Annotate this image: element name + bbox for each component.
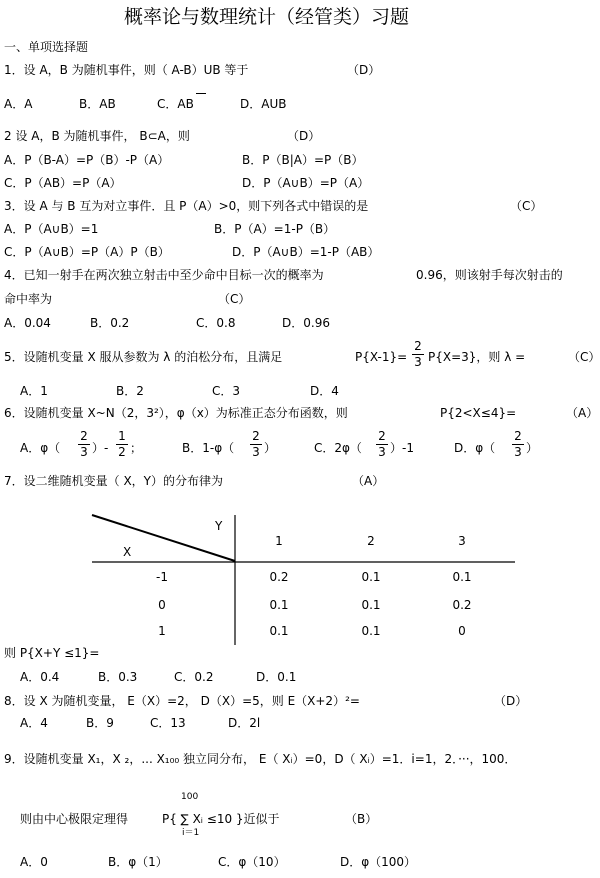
q8-option-b: B．9 — [86, 716, 114, 730]
fraction-denominator: 3 — [252, 445, 260, 459]
table-cell: 0 — [458, 624, 466, 638]
q6-stem: 6．设随机变量 X~N（2，3²），φ（x）为标准正态分布函数，则 — [4, 406, 348, 420]
fraction-denominator: 3 — [514, 445, 522, 459]
q7-followup: 则 P{X+Y ≤1}= — [4, 646, 100, 660]
fraction-numerator: 2 — [80, 429, 88, 443]
q2-answer: （D） — [287, 129, 321, 143]
table-cell: 0.1 — [361, 570, 381, 584]
fraction-denominator: 3 — [80, 445, 88, 459]
q4-stem: 4．已知一射手在两次独立射击中至少命中目标一次的概率为 — [4, 268, 324, 282]
page-title: 概率论与数理统计（经管类）习题 — [124, 6, 410, 28]
q7-option-b: B．0.3 — [98, 670, 138, 684]
fraction-denominator: 3 — [378, 445, 386, 459]
fraction-denominator: 2 — [118, 445, 126, 459]
q8-option-d: D．2l — [228, 716, 261, 730]
q6-expression: P{2<X≤4}= — [440, 406, 517, 420]
q5-answer: （C） — [568, 350, 600, 364]
table-cell: 0.2 — [269, 570, 289, 584]
table-y-label: Y — [215, 519, 223, 533]
q6-option-a-middle: ）- — [92, 441, 109, 455]
q9-sum-expression: P{ ∑ Xᵢ ≤10 }近似于 — [162, 812, 280, 826]
q1-option-d: D．AUB — [240, 97, 287, 111]
table-cell: 0.1 — [452, 570, 472, 584]
table-cell: 0.1 — [361, 624, 381, 638]
q2-stem: 2 设 A，B 为随机事件， B⊂A，则 — [4, 129, 190, 143]
q5-option-c: C．3 — [212, 384, 241, 398]
q5-option-a: A．1 — [20, 384, 48, 398]
q5-option-d: D．4 — [310, 384, 339, 398]
q6-answer: （A） — [566, 406, 599, 420]
q3-stem: 3．设 A 与 B 互为对立事件．且 P（A）>0，则下列各式中错误的是 — [4, 199, 369, 213]
q9-line2: 则由中心极限定理得 — [20, 812, 129, 826]
table-cell: 0.1 — [361, 598, 381, 612]
q1-option-a: A．A — [4, 97, 33, 111]
table-cell: 0.1 — [269, 598, 289, 612]
q7-option-c: C．0.2 — [174, 670, 214, 684]
q1-stem: 1．设 A，B 为随机事件，则（ A-B）UB 等于 — [4, 63, 249, 77]
table-row-header: 0 — [158, 598, 166, 612]
q9-stem: 9．设随机变量 X₁，X ₂，... X₁₀₀ 独立同分布， E（ Xᵢ）=0，D（ Xᵢ）=1．i=1，2．···，100． — [4, 752, 517, 766]
table-row-header: 1 — [158, 624, 166, 638]
q9-option-c: C．φ（10） — [218, 855, 286, 869]
q6-option-d-prefix: D．φ（ — [454, 441, 496, 455]
q5-option-b: B．2 — [116, 384, 144, 398]
q6-option-a-suffix: ； — [130, 441, 143, 455]
fraction-numerator: 2 — [378, 429, 386, 443]
q4-option-d: D．0.96 — [282, 316, 330, 330]
table-cell: 0.2 — [452, 598, 472, 612]
q3-option-d: D．P（A∪B）=1-P（AB） — [232, 245, 380, 259]
q9-sum-lower: i＝1 — [182, 828, 200, 838]
q1-answer: （D） — [347, 63, 381, 77]
q9-sum-upper: 100 — [181, 792, 199, 802]
fraction-numerator: 2 — [414, 339, 422, 353]
q5-condition-right: P{X=3}，则 λ = — [428, 350, 526, 364]
q9-option-a: A．0 — [20, 855, 48, 869]
fraction-numerator: 2 — [514, 429, 522, 443]
q7-stem: 7．设二维随机变量（ X，Y）的分布律为 — [4, 474, 224, 488]
q8-stem: 8．设 X 为随机变量， E（X）=2， D（X）=5，则 E（X+2）²= — [4, 694, 360, 708]
q9-option-b: B．φ（1） — [108, 855, 168, 869]
q6-option-d-suffix: ） — [526, 441, 539, 455]
q9-option-d: D．φ（100） — [340, 855, 417, 869]
q7-answer: （A） — [352, 474, 385, 488]
table-cell: 0.1 — [269, 624, 289, 638]
q2-option-c: C．P（AB）=P（A） — [4, 176, 122, 190]
q3-answer: （C） — [510, 199, 543, 213]
diagonal-line — [92, 515, 235, 561]
q4-answer: （C） — [218, 292, 251, 306]
table-col-header: 3 — [458, 534, 466, 548]
fraction-denominator: 3 — [414, 355, 422, 369]
q4-option-c: C．0.8 — [196, 316, 236, 330]
table-col-header: 2 — [367, 534, 375, 548]
table-col-header: 1 — [275, 534, 283, 548]
q6-option-c-suffix: ）-1 — [390, 441, 414, 455]
q8-answer: （D） — [494, 694, 528, 708]
q4-option-b: B．0.2 — [90, 316, 130, 330]
q8-option-a: A．4 — [20, 716, 48, 730]
q5-condition-left: P{X-1}= — [355, 350, 408, 364]
q1-option-b: B．AB — [79, 97, 116, 111]
q6-option-b-suffix: ） — [264, 441, 277, 455]
q3-option-a: A．P（A∪B）=1 — [4, 222, 99, 236]
table-row-header: -1 — [156, 570, 168, 584]
table-x-label: X — [123, 545, 132, 559]
q6-option-b-prefix: B．1-φ（ — [182, 441, 235, 455]
q3-option-c: C．P（A∪B）=P（A）P（B） — [4, 245, 170, 259]
q2-option-b: B．P（B|A）=P（B） — [242, 153, 364, 167]
q3-option-b: B．P（A）=1-P（B） — [214, 222, 336, 236]
q7-option-d: D．0.1 — [256, 670, 297, 684]
q4-stem-continued: 命中率为 — [4, 292, 53, 306]
fraction-numerator: 1 — [118, 429, 126, 443]
q8-option-c: C．13 — [150, 716, 186, 730]
q2-option-a: A．P（B-A）=P（B）-P（A） — [4, 153, 170, 167]
q4-probability: 0.96，则该射手每次射击的 — [416, 268, 563, 282]
q1-option-c: C．AB — [157, 97, 194, 111]
fraction-numerator: 2 — [252, 429, 260, 443]
q7-option-a: A．0.4 — [20, 670, 60, 684]
q6-option-a-prefix: A．φ（ — [20, 441, 61, 455]
q9-answer: （B） — [345, 812, 378, 826]
q6-option-c-prefix: C．2φ（ — [314, 441, 362, 455]
q5-stem: 5．设随机变量 X 服从参数为 λ 的泊松分布，且满足 — [4, 350, 283, 364]
q2-option-d: D．P（A∪B）=P（A） — [242, 176, 370, 190]
q4-option-a: A．0.04 — [4, 316, 51, 330]
section-heading: 一、单项选择题 — [4, 40, 89, 54]
